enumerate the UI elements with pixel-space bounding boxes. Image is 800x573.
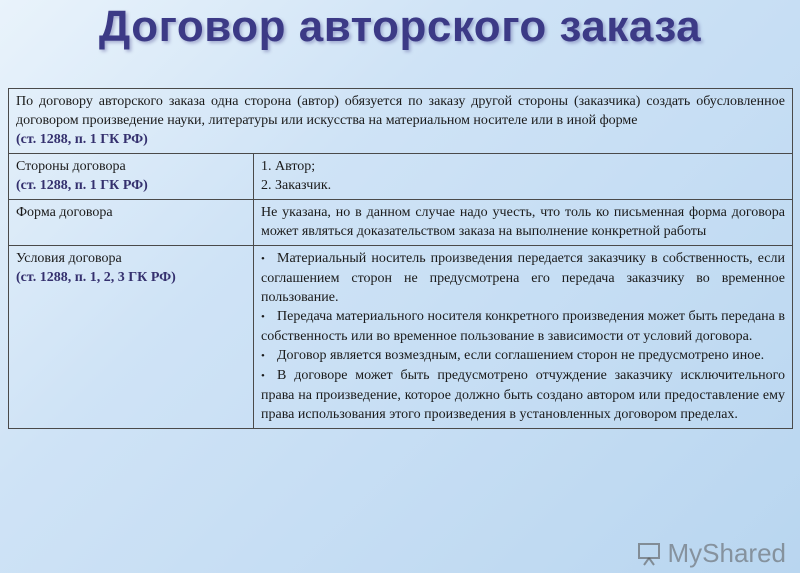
list-item-text: Передача материального носителя конкретного произведения может быть передана в собственность или во временное пользование в зависимости от условий договора.	[261, 309, 785, 344]
list-item	[261, 307, 785, 346]
row-label: Форма договора	[16, 205, 113, 220]
row-label: Стороны договора	[16, 159, 126, 174]
contract-table	[8, 88, 793, 429]
row-value-cell	[254, 200, 793, 246]
party-item: 1. Автор;	[261, 159, 316, 174]
row-ref: (ст. 1288, п. 1, 2, 3 ГК РФ)	[16, 270, 176, 285]
list-item-text: В договоре может быть предусмотрено отчуждение заказчику исключительного права на произведение, которое должно быть создано автором или предоставление ему права использования этого произведения в установленных договором пределах.	[261, 368, 785, 422]
list-item	[261, 366, 785, 424]
bullet-icon: •	[261, 350, 265, 362]
table-row	[9, 246, 793, 429]
definition-text: По договору авторского заказа одна сторона (автор) обязуется по заказу другой стороны (заказчика) создать обусловленное договором произведение науки, литературы или искусства на материальном носителе или в иной форме	[16, 94, 785, 128]
bullet-icon: •	[261, 253, 265, 265]
list-item-text: Материальный носитель произведения передается заказчику в собственность, если соглашением сторон не предусмотрена его передача заказчику во временное пользование.	[261, 251, 785, 305]
party-item: 2. Заказчик.	[261, 178, 332, 193]
definition-ref: (ст. 1288, п. 1 ГК РФ)	[16, 132, 148, 147]
row-ref: (ст. 1288, п. 1 ГК РФ)	[16, 178, 148, 193]
table-row	[9, 200, 793, 246]
row-value-cell	[254, 154, 793, 200]
conditions-list	[254, 246, 793, 429]
row-label-cell	[9, 246, 254, 429]
page-title: Договор авторского заказа	[98, 2, 702, 51]
bullet-icon: •	[261, 370, 265, 382]
row-label-cell	[9, 200, 254, 246]
presentation-board-icon	[636, 541, 662, 567]
definition-cell	[9, 89, 793, 154]
table-row	[9, 154, 793, 200]
watermark	[636, 538, 787, 569]
row-label-cell	[9, 154, 254, 200]
row-value-text: Не указана, но в данном случае надо учесть, что толь ко письменная форма договора может являться доказательством заказа на выполнение конкретной работы	[261, 205, 785, 239]
definition-row	[9, 89, 793, 154]
watermark-text: MyShared	[667, 538, 786, 568]
list-item-text: Договор является возмездным, если соглашением сторон не предусмотрено иное.	[277, 348, 765, 363]
list-item	[261, 249, 785, 307]
list-item	[261, 346, 785, 366]
row-label: Условия договора	[16, 251, 122, 266]
bullet-icon: •	[261, 311, 265, 323]
